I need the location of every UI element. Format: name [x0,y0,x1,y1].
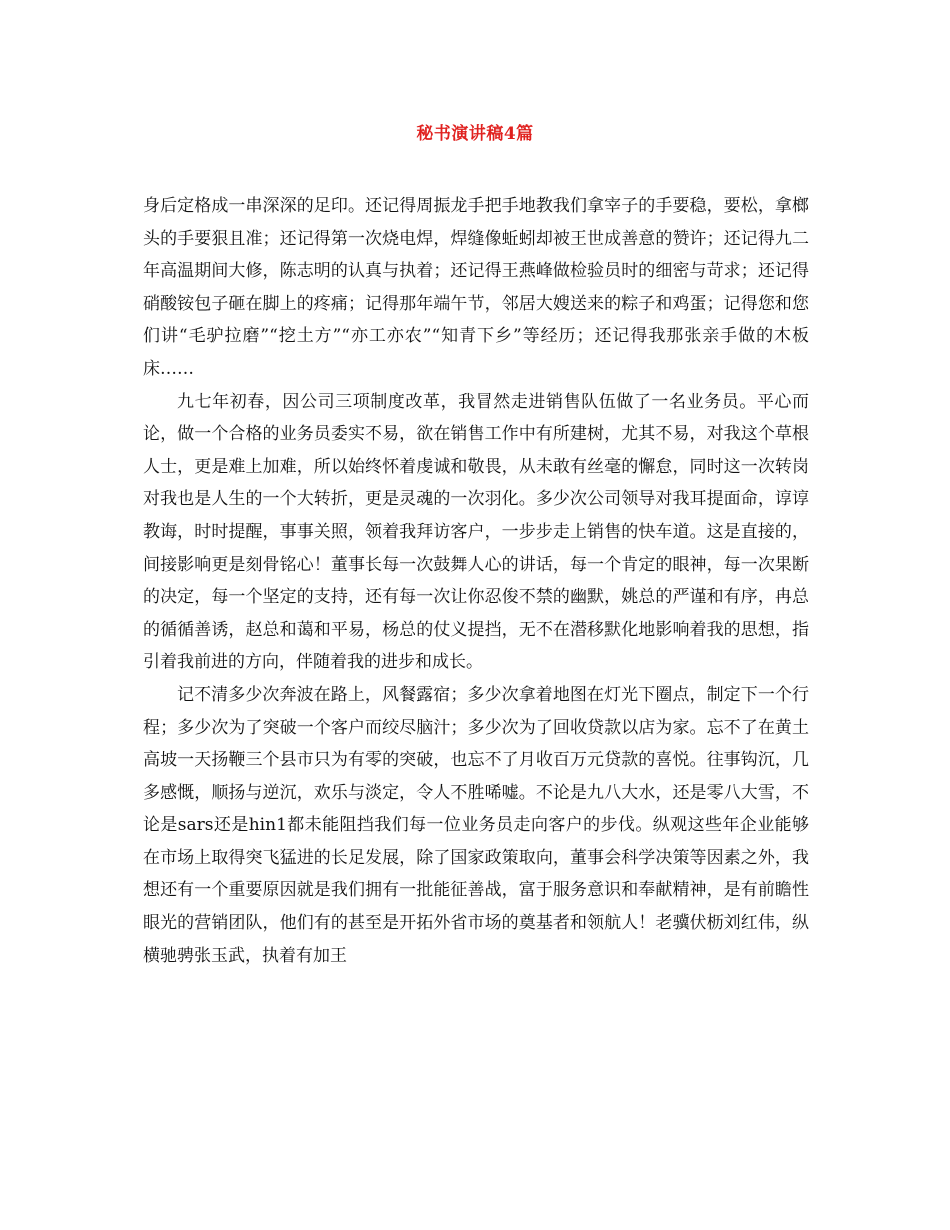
document-body [143,190,809,972]
document-title: 秘书演讲稿4篇 [416,124,534,144]
paragraph-3: 记不清多少次奔波在路上，风餐露宿；多少次拿着地图在灯光下圈点，制定下一个行程；多少次为了突破一个客户而绞尽脑汁；多少次为了回收贷款以店为家。忘不了在黄土高坡一天扬鞭三个县市只为有零的突破，也忘不了月收百万元贷款的喜悦。往事钩沉，几多感慨，顺扬与逆沉，欢乐与淡定，令人不胜唏嘘。不论是九八大水，还是零八大雪，不论是sars还是hin1都未能阻挡我们每一位业务员走向客户的步伐。纵观这些年企业能够在市场上取得突飞猛进的长足发展，除了国家政策取向，董事会科学决策等因素之外，我想还有一个重要原因就是我们拥有一批能征善战，富于服务意识和奉献精神，是有前瞻性眼光的营销团队，他们有的甚至是开拓外省市场的奠基者和领航人！老骥伏枥刘红伟，纵横驰骋张玉武，执着有加王 [143,684,809,966]
paragraph-2: 九七年初春，因公司三项制度改革，我冒然走进销售队伍做了一名业务员。平心而论，做一个合格的业务员委实不易，欲在销售工作中有所建树，尤其不易，对我这个草根人士，更是难上加难，所以始终怀着虔诚和敬畏，从未敢有丝毫的懈怠，同时这一次转岗对我也是人生的一个大转折，更是灵魂的一次羽化。多少次公司领导对我耳提面命，谆谆教诲，时时提醒，事事关照，领着我拜访客户，一步步走上销售的快车道。这是直接的，间接影响更是刻骨铭心！董事长每一次鼓舞人心的讲话，每一个肯定的眼神，每一次果断的决定，每一个坚定的支持，还有每一次让你忍俊不禁的幽默，姚总的严谨和有序，冉总的循循善诱，赵总和蔼和平易，杨总的仗义提挡，无不在潜移默化地影响着我的思想，指引着我前进的方向，伴随着我的进步和成长。 [143,391,809,673]
paragraph-1: 身后定格成一串深深的足印。还记得周振龙手把手地教我们拿宰子的手要稳，要松，拿榔头的手要狠且准；还记得第一次烧电焊，焊缝像蚯蚓却被王世成善意的赞许；还记得九二年高温期间大修，陈志明的认真与执着；还记得王燕峰做检验员时的细密与苛求；还记得硝酸铵包子砸在脚上的疼痛；记得那年端午节，邻居大嫂送来的粽子和鸡蛋；记得您和您们讲“毛驴拉磨”“挖土方”“亦工亦农”“知青下乡”等经历；还记得我那张亲手做的木板床…… [143,196,809,379]
